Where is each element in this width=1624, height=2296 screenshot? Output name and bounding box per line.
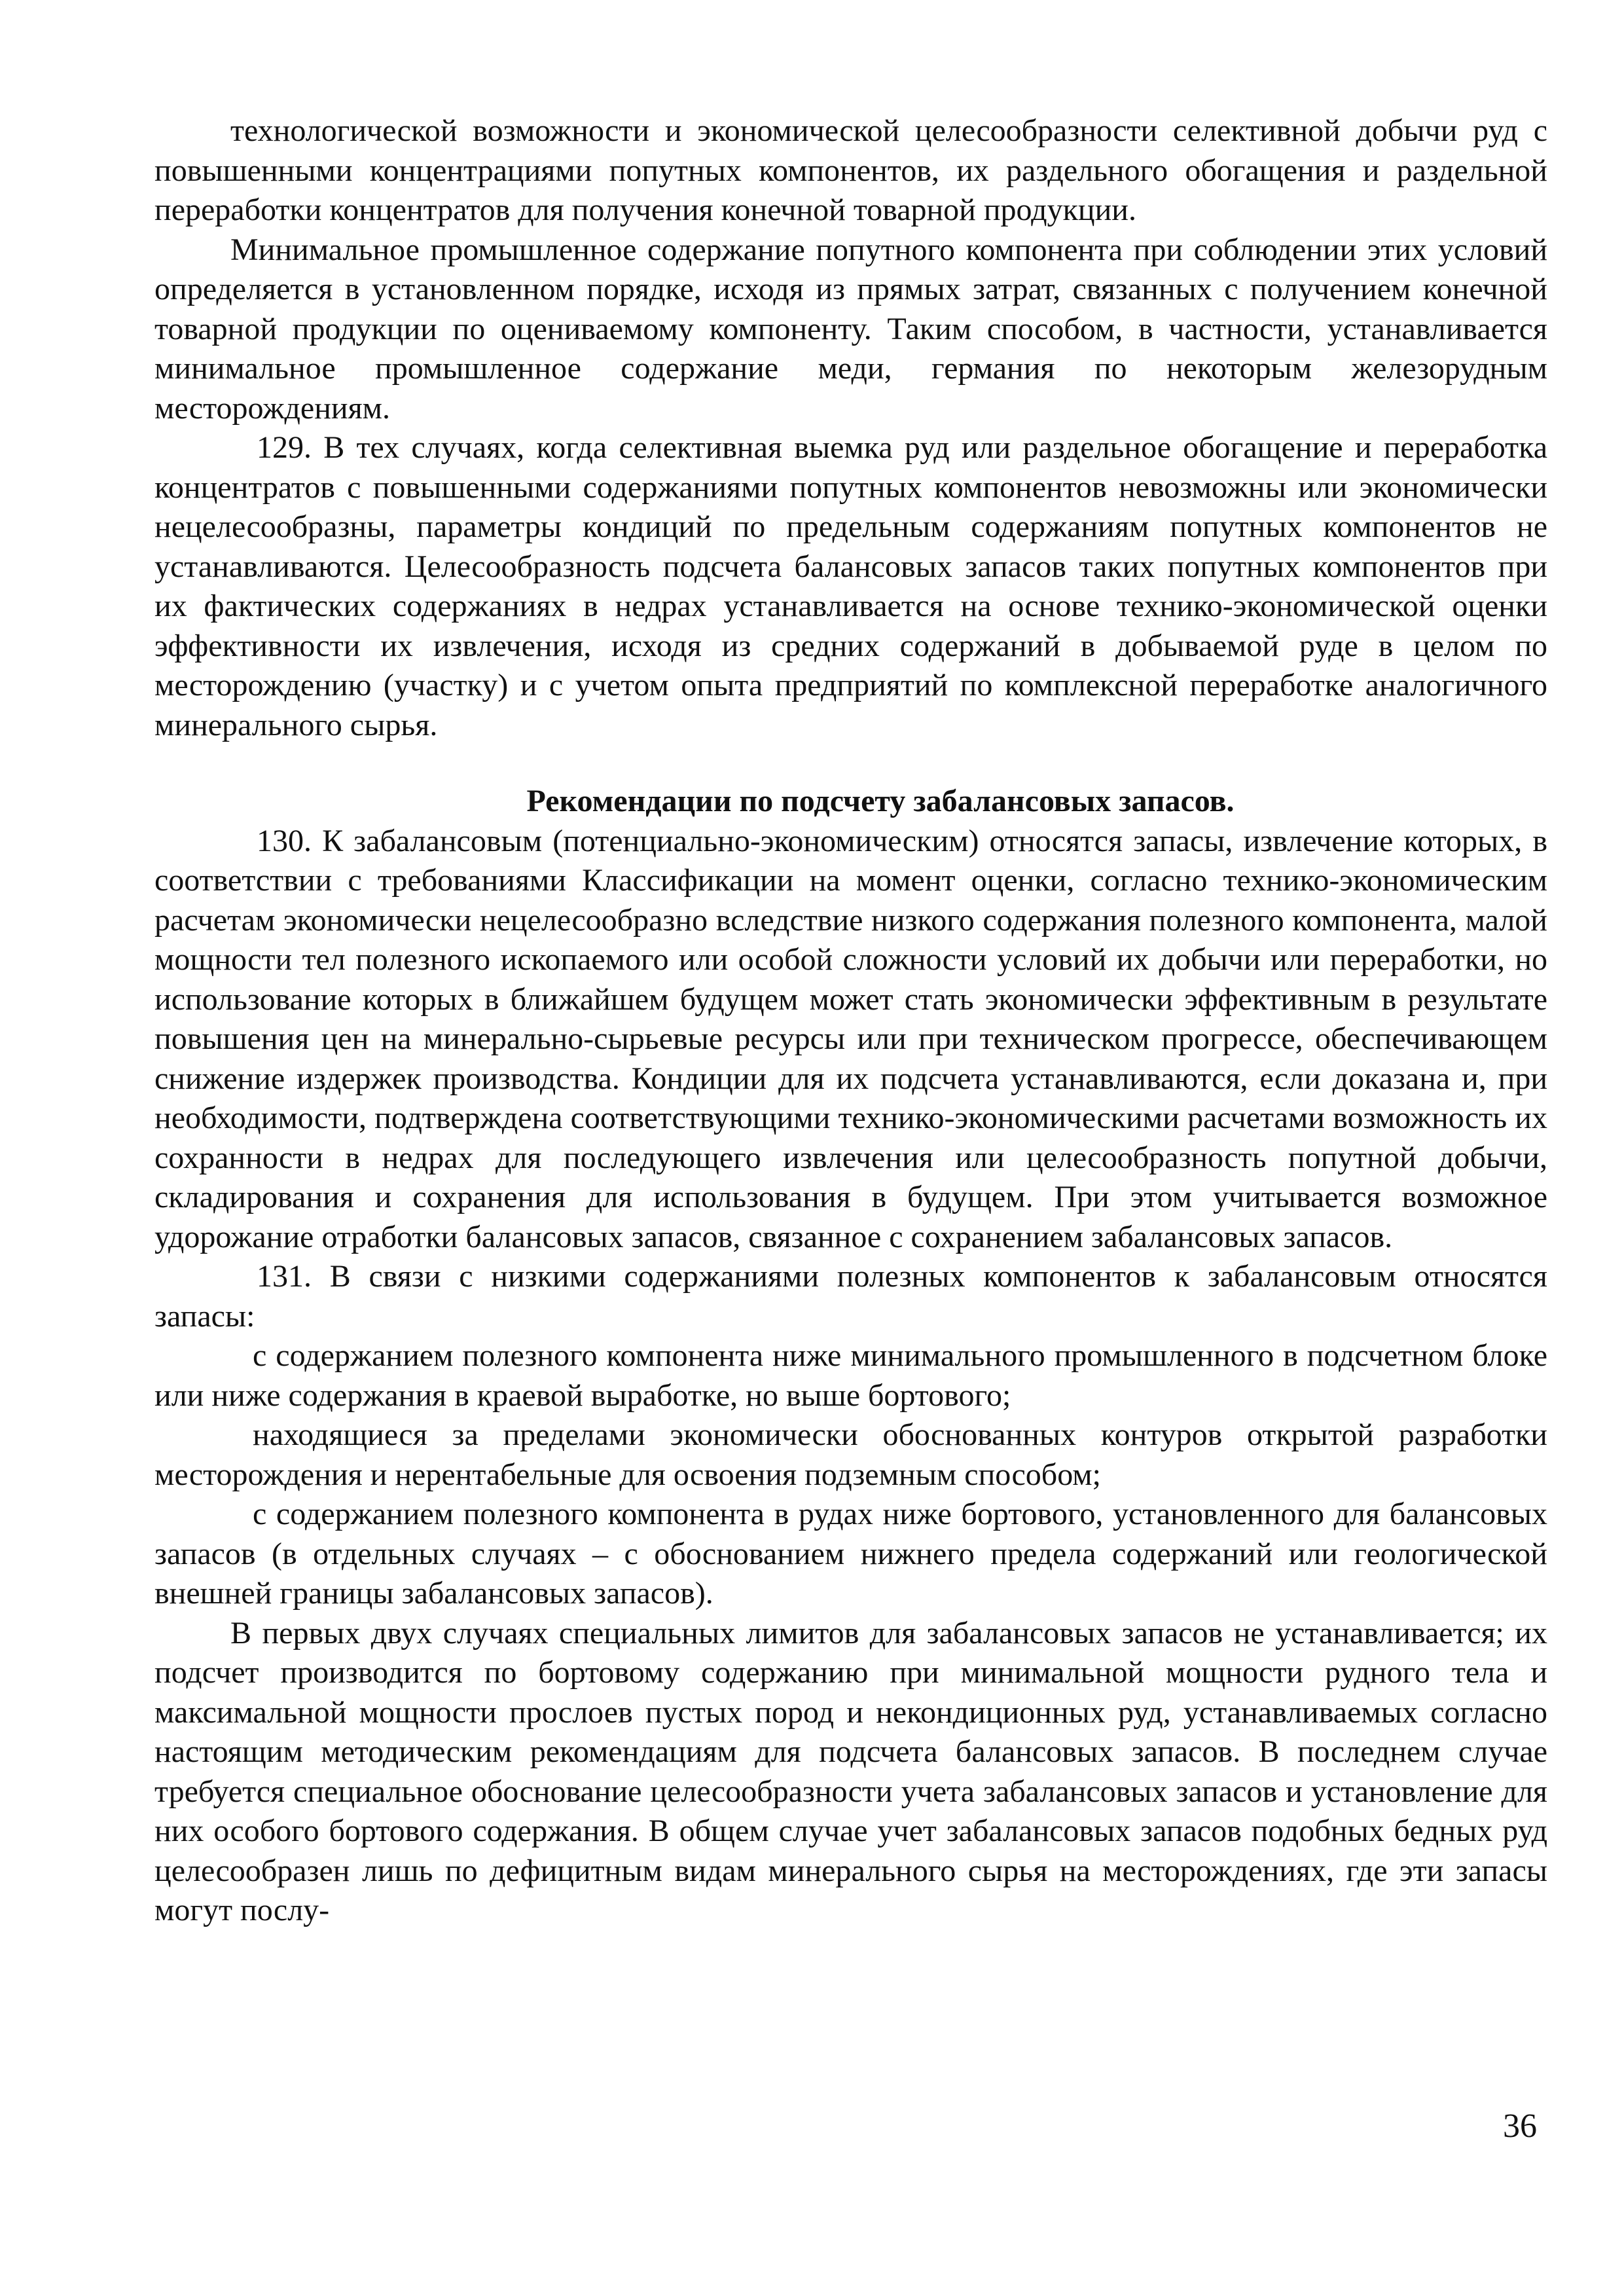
paragraph-first-two-cases: В первых двух случаях специальных лимитов для забалансовых запасов не устанавливается; их подсчет производится по бортовому содержанию при минимальной мощности рудного тела и максимальной мощности прослоев пустых пород и некондиционных руд, устанавливаемых согласно настоящим методическим рекомендациям для подсчета балансовых запасов. В последнем случае требуется специальное обоснование целесообразности учета забалансовых запасов и установление для них особого бортового содержания. В общем случае учет забалансовых запасов подобных бедных руд целесообразен лишь по дефицитным видам минерального сырья на месторождениях, где эти запасы могут послу- bbox=[154, 1615, 1547, 1927]
list-item: находящиеся за пределами экономически обоснованных контуров открытой разработки месторождения и нерентабельные для освоения подземным способом; bbox=[154, 1417, 1547, 1492]
section-heading: Рекомендации по подсчету забалансовых запасов. bbox=[526, 784, 1235, 818]
paragraph-130: 130. К забалансовым (потенциально-экономическим) относятся запасы, извлечение которых, в соответствии с требованиями Классификации на момент оценки, согласно технико-экономическим расчетам экономически нецелесообразно вследствие низкого содержания полезного компонента, малой мощности тел полезного ископаемого или особой сложности условий их добычи или переработки, но использование которых в ближайшем будущем может стать экономически эффективным в результате повышения цен на минерально-сырьевые ресурсы или при техническом прогрессе, обеспечивающем снижение издержек производства. Кондиции для их подсчета устанавливаются, если доказана и, при необходимости, подтверждена соответствующими технико-экономическими расчетами возможность их сохранности в недрах для последующего извлечения или целесообразность попутной добычи, складирования и сохранения для использования в будущем. При этом учитывается возможное удорожание отработки балансовых запасов, связанное с сохранением забалансовых запасов. bbox=[154, 823, 1547, 1254]
list-item: с содержанием полезного компонента ниже минимального промышленного в подсчетном блоке или ниже содержания в краевой выработке, но выше бортового; bbox=[154, 1338, 1547, 1413]
paragraph-129: 129. В тех случаях, когда селективная выемка руд или раздельное обогащение и переработка концентратов с повышенными содержаниями попутных компонентов невозможны или экономически нецелесообразны, параметры кондиций по предельным содержаниям попутных компонентов не устанавливаются. Целесообразность подсчета балансовых запасов таких попутных компонентов при их фактических содержаниях в недрах устанавливается на основе технико-экономической оценки эффективности их извлечения, исходя из средних содержаний в добываемой руде в целом по месторождению (участку) и с учетом опыта предприятий по комплексной переработке аналогичного минерального сырья. bbox=[154, 430, 1547, 742]
page-number: 36 bbox=[1503, 2107, 1537, 2145]
paragraph-min-content: Минимальное промышленное содержание попутного компонента при соблюдении этих условий определяется в установленном порядке, исходя из прямых затрат, связанных с получением конечной товарной продукции по оцениваемому компоненту. Таким способом, в частности, устанавливается минимальное промышленное содержание меди, германия по некоторым железорудным месторождениям. bbox=[154, 232, 1547, 426]
paragraph-131: 131. В связи с низкими содержаниями полезных компонентов к забалансовым относятся запасы: bbox=[154, 1259, 1547, 1334]
page-body bbox=[154, 111, 1547, 1931]
paragraph-continuation: технологической возможности и экономической целесообразности селективной добычи руд с повышенными концентрациями попутных компонентов, их раздельного обогащения и раздельной переработки концентратов для получения конечной товарной продукции. bbox=[154, 113, 1547, 227]
list-item: с содержанием полезного компонента в рудах ниже бортового, установленного для балансовых запасов (в отдельных случаях – с обоснованием нижнего предела содержаний или геологической внешней границы забалансовых запасов). bbox=[154, 1497, 1547, 1611]
